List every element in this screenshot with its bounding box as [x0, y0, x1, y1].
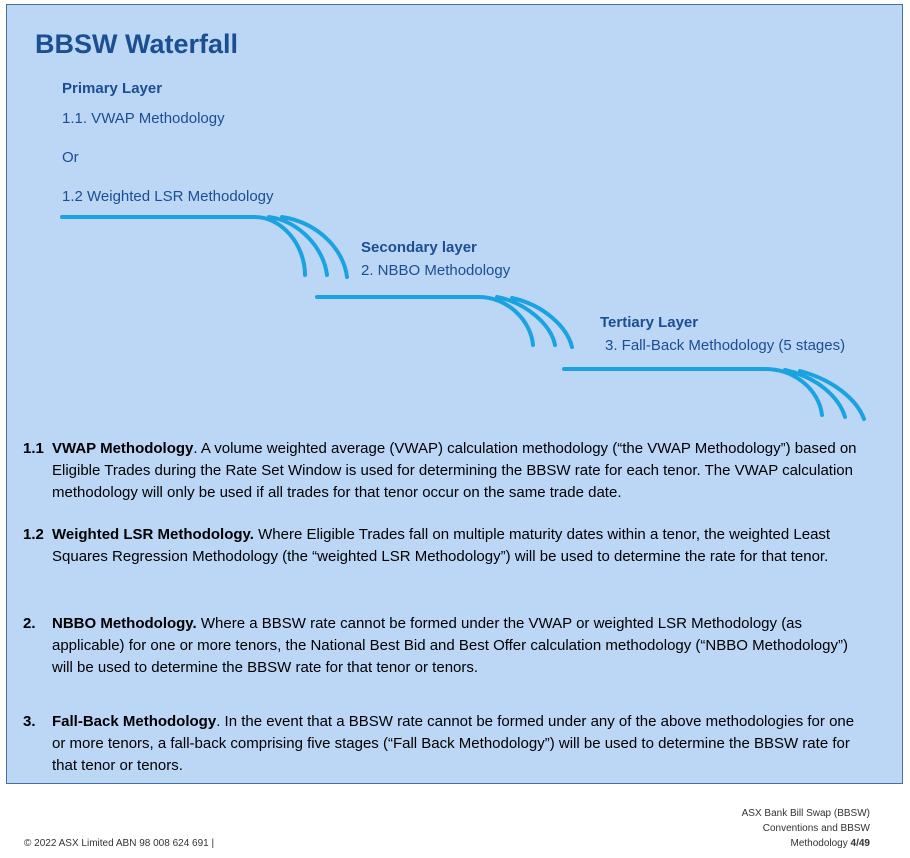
- section-1-2: [23, 524, 863, 568]
- section-heading: NBBO Methodology.: [52, 615, 197, 632]
- section-number: 1.1: [23, 440, 44, 457]
- section-3: [23, 711, 863, 777]
- section-number: 2.: [23, 615, 36, 632]
- section-body: Where Eligible Trades fall on multiple maturity dates within a tenor, the weighted Least Squares Regression Methodology (the “weighted LSR Methodology”) will be used to determine the rate for that tenor.: [52, 526, 831, 565]
- copyright-notice: © 2022 ASX Limited ABN 98 008 624 691 |: [24, 838, 215, 849]
- primary-option-lsr: 1.2 Weighted LSR Methodology: [62, 188, 274, 205]
- primary-option-vwap: 1.1. VWAP Methodology: [62, 110, 225, 127]
- primary-layer-heading: Primary Layer: [62, 80, 163, 97]
- secondary-layer-line: [317, 297, 533, 345]
- footer-doc-line-1: ASX Bank Bill Swap (BBSW): [741, 808, 870, 819]
- section-1-1: [23, 438, 863, 504]
- primary-or-label: Or: [62, 149, 79, 166]
- footer-doc-line-2: Conventions and BBSW: [762, 823, 870, 834]
- primary-layer-line: [62, 217, 305, 275]
- section-heading: Fall-Back Methodology: [52, 713, 217, 730]
- section-2: [23, 613, 863, 679]
- section-heading: Weighted LSR Methodology.: [52, 526, 254, 543]
- section-body: . In the event that a BBSW rate cannot be formed under any of the above methodologies for one or more tenors, a fall-back comprising five stages (“Fall Back Methodology”) will be used to determine the BBSW rate for that tenor or tenors.: [52, 713, 855, 774]
- section-number: 1.2: [23, 526, 44, 543]
- section-body: Where a BBSW rate cannot be formed under the VWAP or weighted LSR Methodology (as applicable) for one or more tenors, the National Best Bid and Best Offer calculation methodology (“NBBO Methodology”) will be used to determine the BBSW rate for that tenor or tenors.: [52, 615, 848, 676]
- tertiary-layer-line: [564, 369, 822, 415]
- section-heading: VWAP Methodology: [52, 440, 194, 457]
- page-number: 4/49: [850, 838, 870, 849]
- tertiary-layer-heading: Tertiary Layer: [600, 314, 699, 331]
- secondary-item-nbbo: 2. NBBO Methodology: [361, 262, 511, 279]
- waterfall-graphic: [7, 5, 902, 425]
- section-number: 3.: [23, 713, 36, 730]
- waterfall-panel: [6, 4, 903, 784]
- section-body: . A volume weighted average (VWAP) calculation methodology (“the VWAP Methodology”) based on Eligible Trades during the Rate Set Window is used for determining the BBSW rate for each tenor. The VWAP calculation methodology will only be used if all trades for that tenor occur on the same trade date.: [52, 440, 857, 501]
- page-title: BBSW Waterfall: [35, 29, 239, 59]
- secondary-layer-heading: Secondary layer: [361, 239, 477, 256]
- document-footer: [650, 806, 870, 851]
- footer-doc-line-3: Methodology: [790, 838, 848, 849]
- tertiary-item-fallback: 3. Fall-Back Methodology (5 stages): [605, 337, 846, 354]
